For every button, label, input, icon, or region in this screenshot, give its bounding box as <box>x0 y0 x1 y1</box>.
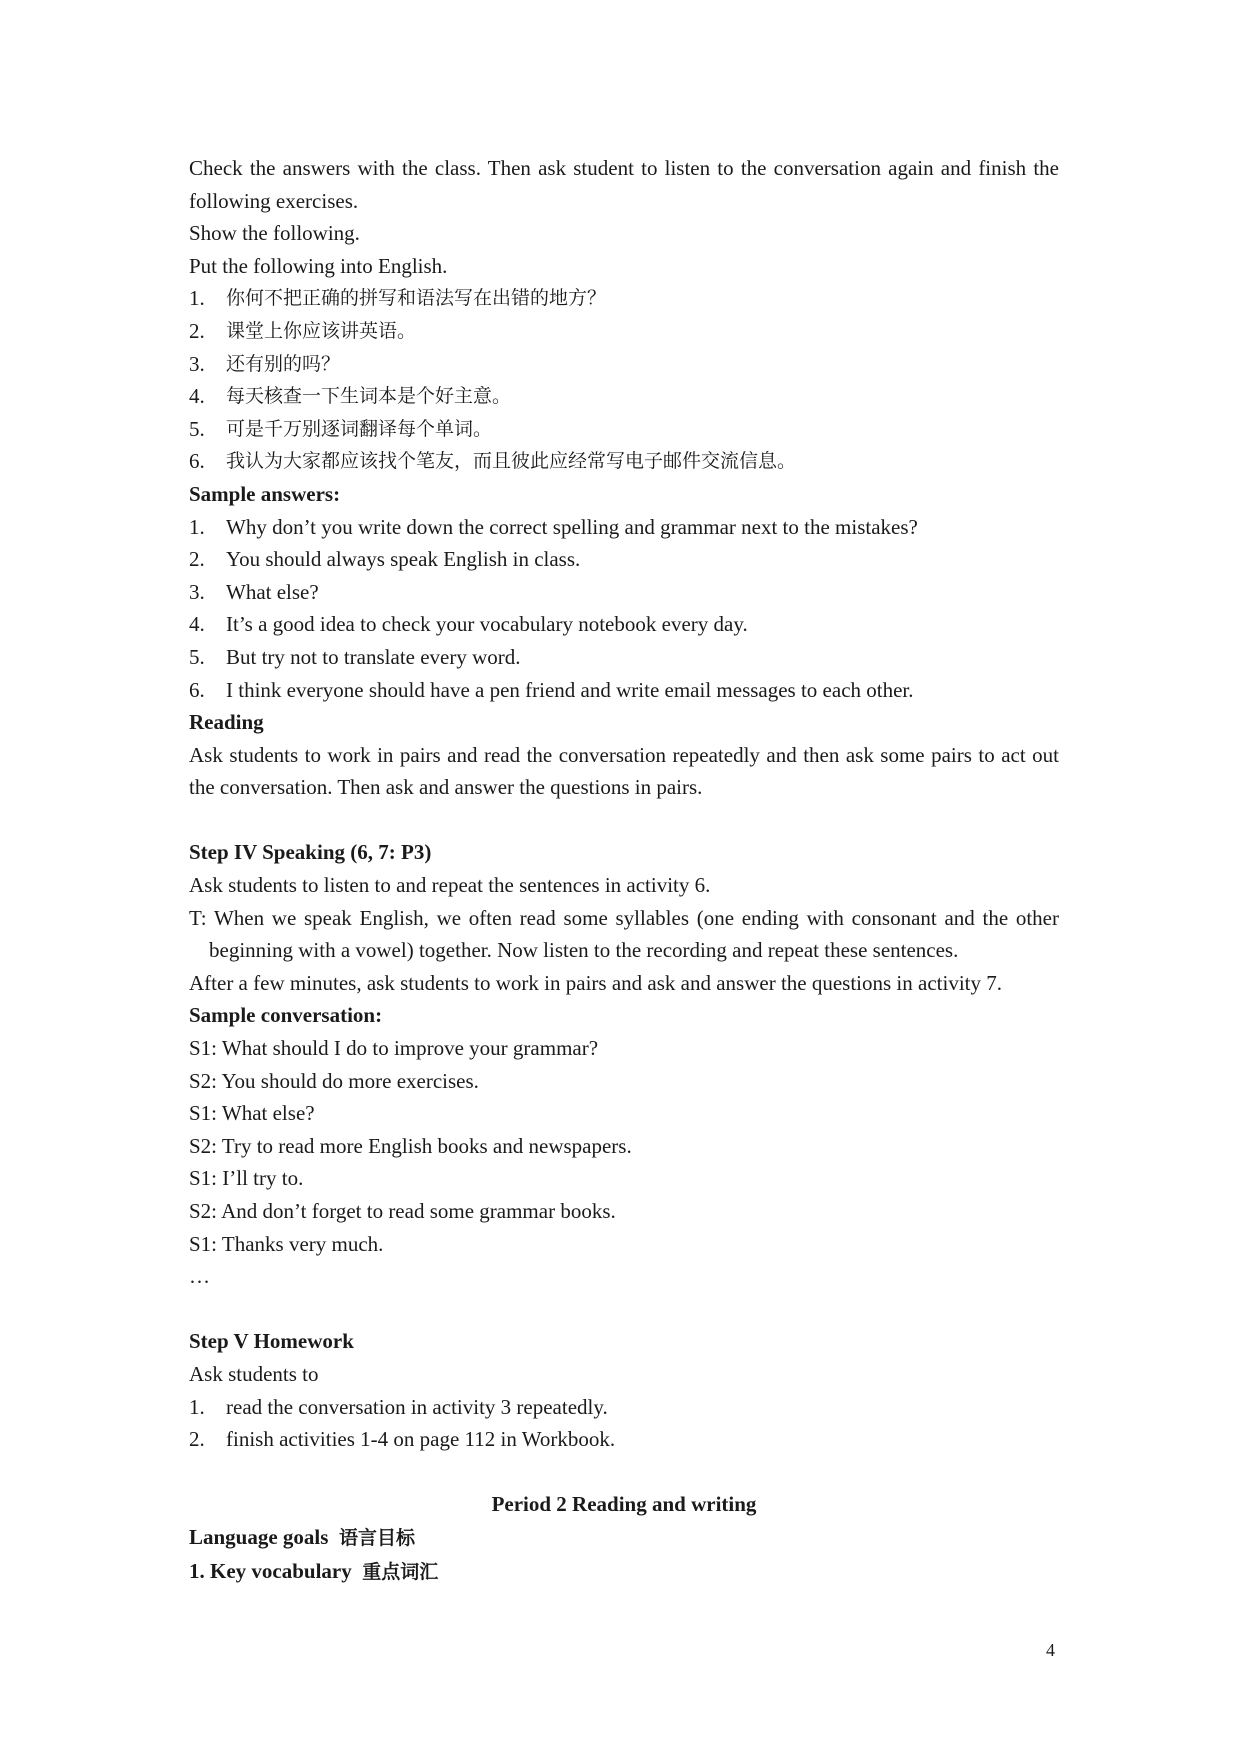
item-text: 可是千万别逐词翻译每个单词。 <box>226 417 493 440</box>
vocab-cn: 重点词汇 <box>362 1560 439 1583</box>
list-item <box>189 1423 1059 1456</box>
sample-conversation-heading: Sample conversation: <box>189 1003 383 1028</box>
item-text: You should always speak English in class. <box>226 547 581 572</box>
item-number: 4. <box>189 384 205 409</box>
reading-heading: Reading <box>189 710 264 735</box>
list-item <box>189 413 1059 446</box>
conversation-line: S1: Thanks very much. <box>189 1231 384 1256</box>
list-item <box>189 1391 1059 1424</box>
item-number: 5. <box>189 644 205 669</box>
conversation-line: S1: What should I do to improve your grammar? <box>189 1036 599 1061</box>
list-item <box>189 511 1059 544</box>
item-number: 2. <box>189 1427 205 1452</box>
item-text: read the conversation in activity 3 repeatedly. <box>226 1394 608 1419</box>
item-text: finish activities 1-4 on page 112 in Workbook. <box>226 1427 616 1452</box>
period2-title: Period 2 Reading and writing <box>491 1492 757 1517</box>
step5-intro: Ask students to <box>189 1361 319 1386</box>
step4-paragraph: Ask students to listen to and repeat the sentences in activity 6. <box>189 873 711 898</box>
list-item <box>189 641 1059 674</box>
conversation-line: S2: And don’t forget to read some grammar books. <box>189 1199 616 1223</box>
item-number: 6. <box>189 677 205 702</box>
reading-paragraph: Ask students to work in pairs and read the conversation repeatedly and then ask some pairs to act out the conversation. Then ask and answer the questions in pairs. <box>189 742 1059 800</box>
item-number: 2. <box>189 547 205 572</box>
item-text: 课堂上你应该讲英语。 <box>226 319 417 342</box>
goals-en: Language goals <box>189 1524 329 1549</box>
spacer <box>189 804 1059 837</box>
list-item <box>189 576 1059 609</box>
teacher-paragraph: T: When we speak English, we often read some syllables (one ending with consonant and the other beginning with a vowel) together. Now listen to the recording and repeat these sentences. <box>189 905 1059 963</box>
document-body <box>189 152 1059 1588</box>
step4-paragraph: After a few minutes, ask students to work in pairs and ask and answer the questions in activity 7. <box>189 970 1002 995</box>
item-number: 1. <box>189 1394 205 1419</box>
item-number: 5. <box>189 416 205 441</box>
item-text: 还有别的吗？ <box>226 352 341 375</box>
conversation <box>189 1032 1059 1293</box>
item-text: Why don’t you write down the correct spelling and grammar next to the mistakes? <box>226 514 918 539</box>
item-number: 1. <box>189 286 205 311</box>
conversation-line: … <box>189 1264 210 1289</box>
item-text: What else? <box>226 579 319 604</box>
conversation-line: S1: What else? <box>189 1101 315 1126</box>
sample-answers-list <box>189 511 1059 707</box>
page-number: 4 <box>1046 1640 1055 1660</box>
list-item <box>189 380 1059 413</box>
list-item <box>189 445 1059 478</box>
instruction-show: Show the following. <box>189 221 360 246</box>
conversation-line: S2: Try to read more English books and newspapers. <box>189 1133 632 1158</box>
intro-paragraph: Check the answers with the class. Then ask student to listen to the conversation again and finish the following exercises. <box>189 156 1059 213</box>
list-item <box>189 608 1059 641</box>
item-text: I think everyone should have a pen friend and write email messages to each other. <box>226 677 914 702</box>
language-goals-heading <box>189 1521 1059 1555</box>
sample-answers-heading: Sample answers: <box>189 481 341 506</box>
item-number: 3. <box>189 579 205 604</box>
list-item <box>189 348 1059 381</box>
item-number: 2. <box>189 318 205 343</box>
conversation-line: S1: I’ll try to. <box>189 1166 304 1191</box>
homework-list <box>189 1391 1059 1456</box>
list-item <box>189 315 1059 348</box>
item-text: It’s a good idea to check your vocabulary notebook every day. <box>226 612 748 637</box>
item-text: But try not to translate every word. <box>226 644 521 669</box>
spacer <box>189 1293 1059 1326</box>
spacer <box>189 1456 1059 1489</box>
item-number: 6. <box>189 449 205 474</box>
item-text: 每天核查一下生词本是个好主意。 <box>226 385 512 408</box>
chinese-list <box>189 282 1059 478</box>
goals-cn: 语言目标 <box>338 1526 415 1549</box>
list-item <box>189 543 1059 576</box>
item-text: 我认为大家都应该找个笔友，而且彼此应经常写电子邮件交流信息。 <box>226 450 797 473</box>
item-number: 3. <box>189 351 205 376</box>
list-item <box>189 674 1059 707</box>
item-number: 1. <box>189 514 205 539</box>
instruction-translate: Put the following into English. <box>189 253 448 278</box>
list-item <box>189 282 1059 315</box>
key-vocabulary-heading <box>189 1555 1059 1589</box>
item-number: 4. <box>189 612 205 637</box>
vocab-en: 1. Key vocabulary <box>189 1558 352 1583</box>
conversation-line: S2: You should do more exercises. <box>189 1068 479 1093</box>
item-text: 你何不把正确的拼写和语法写在出错的地方？ <box>226 287 607 310</box>
step5-heading: Step V Homework <box>189 1329 354 1354</box>
step4-heading: Step IV Speaking (6, 7: P3) <box>189 840 432 865</box>
